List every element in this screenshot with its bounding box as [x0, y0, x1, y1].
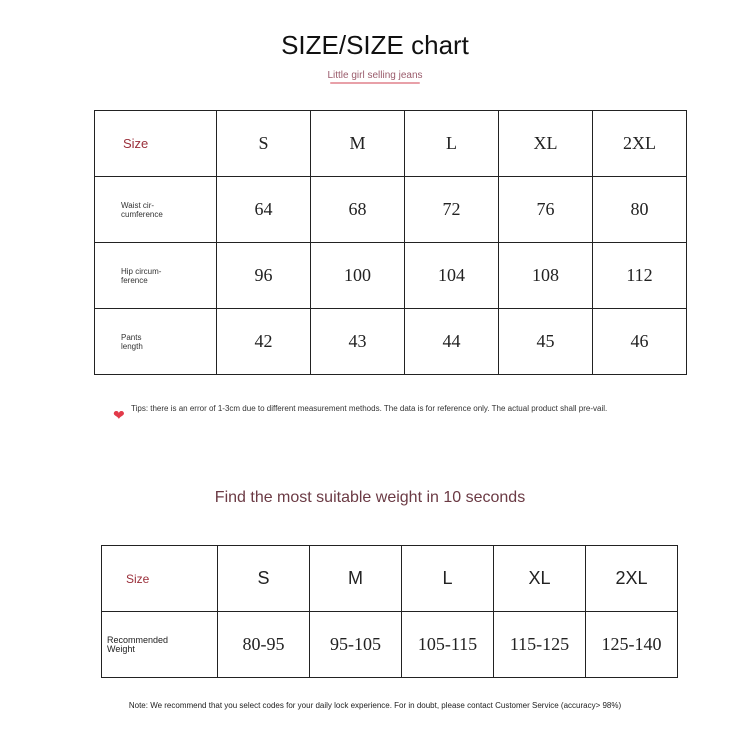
size-header-cell: S	[218, 546, 310, 612]
table-cell: 104	[405, 243, 499, 309]
table-cell: 80-95	[218, 612, 310, 678]
table-row	[95, 309, 687, 375]
size-header-cell: XL	[494, 546, 586, 612]
table-cell: 64	[217, 177, 311, 243]
page-subtitle: Little girl selling jeans	[327, 70, 423, 81]
size-header-cell: XL	[499, 111, 593, 177]
row-label-hip: Hip circum- ference	[95, 243, 217, 309]
size-header-cell: S	[217, 111, 311, 177]
size-header-cell: 2XL	[593, 111, 687, 177]
row-label-weight: Recommended Weight	[102, 612, 218, 678]
table-cell: 42	[217, 309, 311, 375]
size-header-cell: Size	[102, 546, 218, 612]
table-cell: 43	[311, 309, 405, 375]
size-header-cell: L	[402, 546, 494, 612]
weight-heading: Find the most suitable weight in 10 seconds	[214, 489, 526, 506]
table-cell: 80	[593, 177, 687, 243]
table-cell: 72	[405, 177, 499, 243]
page-title: SIZE/SIZE chart	[281, 30, 469, 60]
table-cell: 96	[217, 243, 311, 309]
table-cell: 44	[405, 309, 499, 375]
table-cell: 125-140	[586, 612, 678, 678]
row-label-pants-length: Pants length	[95, 309, 217, 375]
size-header-cell: L	[405, 111, 499, 177]
size-table	[94, 110, 687, 375]
table-cell: 95-105	[310, 612, 402, 678]
table-cell: 108	[499, 243, 593, 309]
subtitle-underline	[330, 82, 420, 84]
tips-text: Tips: there is an error of 1-3cm due to different measurement methods. The data is for reference only. The actual product shall pre-vail.	[131, 404, 608, 413]
table-cell: 46	[593, 309, 687, 375]
size-header-cell: M	[310, 546, 402, 612]
table-cell: 105-115	[402, 612, 494, 678]
table-row	[102, 612, 678, 678]
table-cell: 100	[311, 243, 405, 309]
table-row	[95, 177, 687, 243]
size-header-cell: Size	[95, 111, 217, 177]
weight-table	[101, 545, 678, 678]
note-text: Note: We recommend that you select codes for your daily lock experience. For in doubt, please contact Customer Service (accuracy> 98%)	[128, 701, 622, 710]
table-row	[95, 243, 687, 309]
size-header-cell: M	[311, 111, 405, 177]
size-header-cell: 2XL	[586, 546, 678, 612]
table-cell: 68	[311, 177, 405, 243]
table-cell: 45	[499, 309, 593, 375]
heart-icon: ❤	[113, 407, 125, 423]
table-cell: 112	[593, 243, 687, 309]
table-cell: 115-125	[494, 612, 586, 678]
table-cell: 76	[499, 177, 593, 243]
size-table-header-row	[95, 111, 687, 177]
row-label-waist: Waist cir- cumference	[95, 177, 217, 243]
weight-table-header-row	[102, 546, 678, 612]
